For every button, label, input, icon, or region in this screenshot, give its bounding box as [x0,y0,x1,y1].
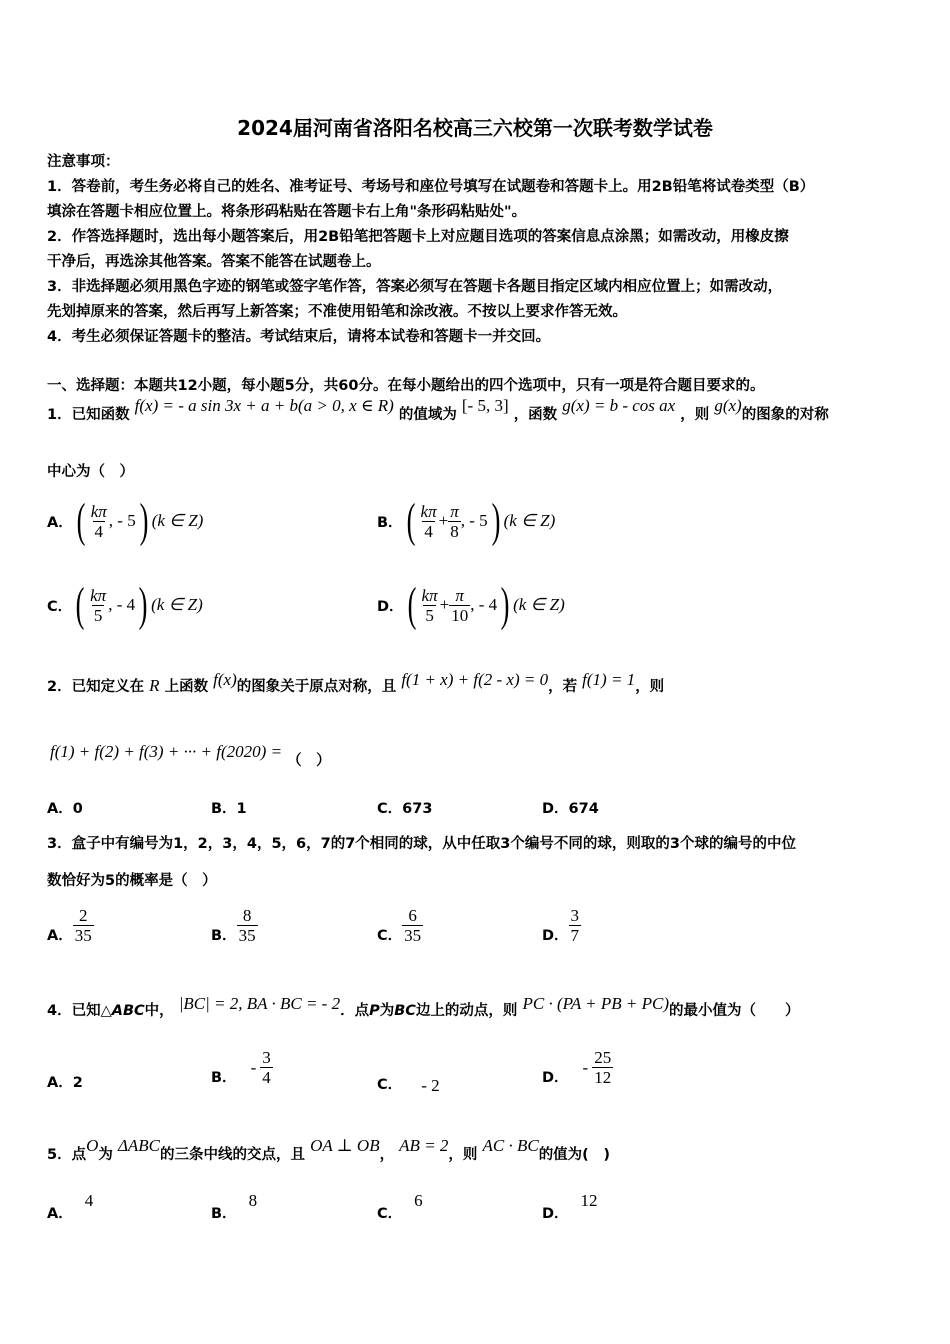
option-label: C． [377,928,403,944]
option-label: A． [47,1206,73,1222]
option-plus: + [438,511,449,530]
notice-line: 4．考生必须保证答题卡的整洁。考试结束后，请将本试卷和答题卡一并交回。 [47,329,551,345]
q5-text: ，则 [448,1147,478,1163]
q2-option-c[interactable]: C．673 [377,801,433,817]
question-2 [47,670,665,697]
option-label: D． [542,1070,569,1086]
option-label: C． [377,1077,403,1093]
notice-line: 干净后，再选涂其他答案。答案不能答在试题卷上。 [47,254,381,270]
section-heading: 一、选择题：本题共12小题，每小题5分，共60分。在每小题给出的四个选项中，只有一项是符合题目要求的。 [47,378,765,394]
frac-den: 12 [594,1068,612,1087]
q5-option-d[interactable] [542,1191,598,1224]
q5-option-a[interactable] [47,1191,94,1224]
option-sign: - [250,1057,257,1077]
q2-option-a[interactable]: A．0 [47,801,83,817]
q1-g: g(x) [714,396,742,415]
option-value: - 2 [421,1076,440,1095]
option-rest: , - 5 [108,511,136,530]
q3-option-b[interactable] [211,906,258,945]
q1-text-line2: 中心为（ ） [47,464,134,480]
option-label: A． [47,1075,73,1091]
frac-num: π [450,501,459,521]
q1-option-c[interactable]: C． ( $\frac{k\pi}{5}$ , - 4 ) (k ∈ Z) [47,578,203,631]
frac-num: kπ [420,501,437,521]
q1-function-g: g(x) = b - cos ax [562,396,676,415]
q1-option-b[interactable]: B． ( $\frac{k\pi}{4}$ + $\frac{\pi}{8}$ , - 5 ) (k ∈ Z) [377,494,556,547]
q1-text: ，函数 [513,407,558,423]
q5-text: 的三条中线的交点，且 [160,1147,306,1163]
q4-abc: ABC [111,1003,145,1019]
frac-num: 3 [570,906,580,925]
frac-den: 35 [74,926,92,945]
q5-text: ， [379,1147,395,1163]
frac-num: kπ [90,585,107,605]
q2-R: R [149,676,160,695]
option-rest: , - 4 [108,595,136,614]
frac-den: 35 [238,926,256,945]
q4-P: P [369,1003,380,1019]
q4-eq2: PC · (PA + PB + PC) [522,994,670,1013]
frac-den: 10 [451,605,469,625]
q4-text: 边上的动点，则 [415,1003,518,1019]
q2-text: 上函数 [164,679,209,695]
option-cond: (k ∈ Z) [151,595,203,614]
q5-text: 的值为( ) [538,1147,610,1163]
q2-eq2: f(1) = 1 [582,670,636,689]
q2-option-b[interactable]: B．1 [211,801,247,817]
q4-option-b[interactable] [211,1048,273,1087]
question-3: 3．盒子中有编号为1，2，3，4，5，6，7的7个相同的球，从中任取3个编号不同的球，则取的3个球的编号的中位 [47,836,796,852]
q4-option-c[interactable] [377,1073,440,1094]
q5-O: O [86,1136,99,1155]
q5-eq1: OA ⊥ OB [310,1136,380,1155]
option-label: D． [542,928,569,944]
q2-text: 2．已知定义在 [47,679,145,695]
frac-num: 25 [594,1048,612,1067]
frac-den: 7 [570,926,580,945]
option-label: C． [377,1206,403,1222]
notice-line: 填涂在答题卡相应位置上。将条形码粘贴在答题卡右上角"条形码粘贴处"。 [47,204,527,220]
option-label: A． [47,514,73,531]
option-label: D． [542,1206,569,1222]
option-rest: , - 4 [470,595,498,614]
q5-option-b[interactable] [211,1191,258,1224]
question-5 [47,1136,610,1165]
option-label: B． [211,1206,237,1222]
notice-line: 3．非选择题必须用黑色字迹的钢笔或签字笔作答，答案必须写在答题卡各题目指定区域内相应位置上；如需改动， [47,279,783,295]
option-value: 4 [84,1191,94,1210]
option-label: D． [377,598,404,615]
frac-num: 3 [262,1048,271,1067]
q1-text: 的图象的对称 [741,407,829,423]
option-cond: (k ∈ Z) [151,511,204,530]
frac-den: 4 [94,521,103,541]
q3-line2: 数恰好为5的概率是（ ） [47,873,217,889]
frac-num: 8 [242,906,252,925]
frac-den: 5 [425,605,434,625]
q4-option-a[interactable] [47,1073,83,1093]
q4-eq1: |BC| = 2, BA · BC = - 2 [178,994,341,1013]
q5-eq3: AC · BC [482,1136,539,1155]
frac-den: 4 [424,521,433,541]
q2-eq1: f(1 + x) + f(2 - x) = 0 [401,670,549,689]
notice-line: 2．作答选择题时，选出每小题答案后，用2B铅笔把答题卡上对应题目选项的答案信息点涂黑；如需改动，用橡皮擦 [47,229,789,245]
option-label: A． [47,928,73,944]
frac-num: kπ [90,501,107,521]
q5-text: 为 [98,1147,113,1163]
q4-BC: BC [394,1003,416,1019]
q5-text: 5．点 [47,1147,87,1163]
q2-option-d[interactable]: D．674 [542,801,599,817]
frac-num: kπ [421,585,438,605]
q1-function-f: f(x) = - a sin 3x + a + b(a > 0, x ∈ R) [134,396,394,415]
q5-option-c[interactable] [377,1191,423,1224]
q1-range: [- 5, 3] [461,396,509,415]
q2-line2 [50,742,331,769]
option-label: B． [211,1070,237,1086]
q4-text: 中， [144,1003,174,1019]
notice-line: 1．答卷前，考生务必将自己的姓名、准考证号、考场号和座位号填写在试题卷和答题卡上。用2B铅笔将试卷类型（B） [47,179,815,195]
q4-option-d[interactable] [542,1048,613,1087]
frac-num: 6 [408,906,417,925]
option-label: B． [211,928,237,944]
q3-option-c[interactable] [377,906,423,945]
q5-triangle: ΔABC [117,1136,161,1155]
q1-option-a[interactable]: A． ( $\frac{k\pi}{4}$ , - 5 ) (k ∈ Z) [47,494,204,547]
q4-text: 为 [379,1003,395,1019]
q4-text: ．点 [340,1003,370,1019]
question-4 [47,994,800,1021]
option-value: 2 [72,1075,83,1091]
q2-sum: f(1) + f(2) + f(3) + ··· + f(2020) = [50,742,283,761]
option-sign: - [582,1057,589,1077]
option-label: B． [377,514,403,531]
option-value: 6 [414,1191,423,1210]
q2-f: f(x) [213,670,237,689]
frac-den: 8 [450,521,459,541]
q2-text: ，则 [635,679,665,695]
q4-text: 的最小值为（ ） [669,1003,800,1019]
frac-den: 4 [262,1068,271,1087]
option-label: C． [47,598,73,615]
q1-text: 1．已知函数 [47,407,130,423]
notice-line: 先划掉原来的答案，然后再写上新答案；不准使用铅笔和涂改液。不按以上要求作答无效。 [47,304,627,320]
q2-text: ，若 [548,679,578,695]
frac-num: 2 [78,906,88,925]
option-rest: , - 5 [460,511,488,530]
option-value: 12 [580,1191,598,1210]
q1-option-d[interactable]: D． ( $\frac{k\pi}{5}$ + $\frac{\pi}{10}$ , - 4 ) (k ∈ Z) [377,578,565,631]
q2-text: 的图象关于原点对称，且 [236,679,397,695]
q3-option-d[interactable] [542,906,581,945]
frac-den: 5 [93,605,103,625]
q2-text: （ ） [287,753,331,769]
notice-heading: 注意事项： [47,154,120,170]
page-title: 2024届河南省洛阳名校高三六校第一次联考数学试卷 [237,116,713,140]
q4-text: 4．已知△ [47,1003,112,1019]
option-cond: (k ∈ Z) [513,595,565,614]
option-plus: + [439,595,450,614]
question-1 [47,396,829,425]
option-cond: (k ∈ Z) [503,511,556,530]
frac-num: π [455,585,464,605]
q5-eq2: AB = 2 [399,1136,449,1155]
q3-option-a[interactable] [47,906,94,945]
q1-text: ，则 [680,407,710,423]
option-value: 8 [248,1191,258,1210]
frac-den: 35 [404,926,422,945]
q1-text: 的值域为 [398,407,457,423]
